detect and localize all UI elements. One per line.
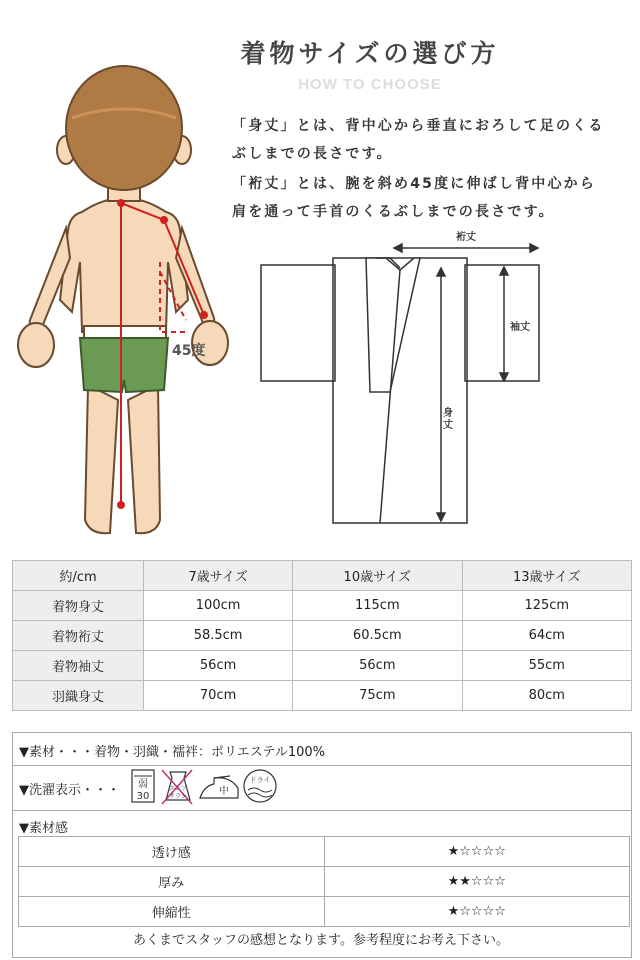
- row-header: 着物袖丈: [13, 651, 144, 681]
- left-leg: [85, 385, 118, 533]
- table-cell: 75cm: [293, 681, 462, 711]
- hair: [66, 66, 182, 190]
- kimono-diagram: [261, 258, 539, 523]
- bleach-text-2: サラシ: [168, 793, 188, 800]
- yuki-arrow-head-right: [530, 244, 538, 252]
- header-cell: 7歳サイズ: [144, 561, 293, 591]
- row-header: 着物裄丈: [13, 621, 144, 651]
- torso: [60, 198, 188, 332]
- table-row: [19, 897, 630, 927]
- size-table-header: [13, 561, 632, 591]
- iron-temp-text: 中: [219, 786, 229, 797]
- angle-label: 45度: [172, 343, 206, 359]
- mitake-arrow-head-bottom: [437, 513, 445, 521]
- table-row: [13, 651, 632, 681]
- row-header: 着物身丈: [13, 591, 144, 621]
- yuki-label: 裄丈: [456, 232, 476, 243]
- table-row: [13, 591, 632, 621]
- table-cell: 58.5cm: [144, 621, 293, 651]
- wrist-dot: [200, 311, 208, 319]
- table-row: [13, 681, 632, 711]
- table-cell: 115cm: [293, 591, 462, 621]
- table-row: [13, 621, 632, 651]
- right-leg: [128, 385, 160, 533]
- ankle-dot: [117, 501, 125, 509]
- shorts: [80, 338, 168, 392]
- table-cell: 125cm: [462, 591, 631, 621]
- child-figure: [18, 66, 228, 533]
- material-row: [13, 733, 631, 766]
- size-table: [12, 560, 632, 711]
- texture-label: ▼素材感: [19, 821, 68, 836]
- kimono-left-sleeve: [261, 265, 335, 381]
- table-cell: 70cm: [144, 681, 293, 711]
- disclaimer-note: あくまでスタッフの感想となります。参考程度にお考え下さい。: [133, 933, 509, 948]
- dry-clean-icon: [244, 770, 276, 802]
- texture-item: 厚み: [19, 867, 325, 897]
- texture-rating: ★★☆☆☆: [324, 867, 630, 897]
- table-row: [19, 867, 630, 897]
- header-cell: 13歳サイズ: [462, 561, 631, 591]
- waistband: [84, 326, 166, 338]
- sode-label: 袖丈: [510, 322, 530, 333]
- kimono-collar: [366, 258, 420, 392]
- texture-rating: ★☆☆☆☆: [324, 897, 630, 927]
- material-text: ▼素材・・・着物・羽織・襦袢：ポリエステル100%: [19, 745, 325, 760]
- page-subtitle: HOW TO CHOOSE: [298, 76, 442, 93]
- table-cell: 80cm: [462, 681, 631, 711]
- wash-strength-text: 弱: [138, 779, 148, 790]
- bleach-text: エンソ: [168, 785, 188, 792]
- page-title: 着物サイズの選び方: [240, 39, 500, 68]
- table-row: [19, 837, 630, 867]
- dimension-arrows: [394, 244, 538, 521]
- table-cell: 56cm: [144, 651, 293, 681]
- table-cell: 100cm: [144, 591, 293, 621]
- dry-text: ドライ: [249, 776, 271, 784]
- sode-arrow-head-top: [500, 267, 508, 275]
- row-header: 羽織身丈: [13, 681, 144, 711]
- sode-arrow-head-bottom: [500, 373, 508, 381]
- left-hand: [18, 323, 54, 367]
- texture-row: [13, 811, 631, 836]
- header-cell: 10歳サイズ: [293, 561, 462, 591]
- table-cell: 56cm: [293, 651, 462, 681]
- yuki-description: 「裄丈」とは、腕を斜め45度に伸ばし背中心から肩を通って手首のくるぶしまでの長さです。: [232, 176, 597, 220]
- wash-label: ▼洗濯表示・・・: [19, 783, 120, 798]
- header-cell: 約/cm: [13, 561, 144, 591]
- wash-icons: [130, 768, 280, 808]
- mitake-description: 「身丈」とは、背中心から垂直におろして足のくるぶしまでの長さです。: [232, 118, 605, 162]
- mitake-arrow-head-top: [437, 268, 445, 276]
- table-cell: 60.5cm: [293, 621, 462, 651]
- table-cell: 55cm: [462, 651, 631, 681]
- mitake-label: 身丈: [443, 408, 453, 431]
- yuki-arrow-head-left: [394, 244, 402, 252]
- no-bleach-icon: [162, 770, 192, 804]
- texture-item: 伸縮性: [19, 897, 325, 927]
- wash-temp-text: 30: [136, 791, 150, 802]
- wash-row: [13, 766, 631, 811]
- shoulder-dot: [160, 216, 168, 224]
- texture-item: 透け感: [19, 837, 325, 867]
- hand-wash-icon: [132, 770, 154, 802]
- table-cell: 64cm: [462, 621, 631, 651]
- texture-table: [18, 836, 630, 927]
- texture-rating: ★☆☆☆☆: [324, 837, 630, 867]
- iron-icon: [200, 776, 238, 798]
